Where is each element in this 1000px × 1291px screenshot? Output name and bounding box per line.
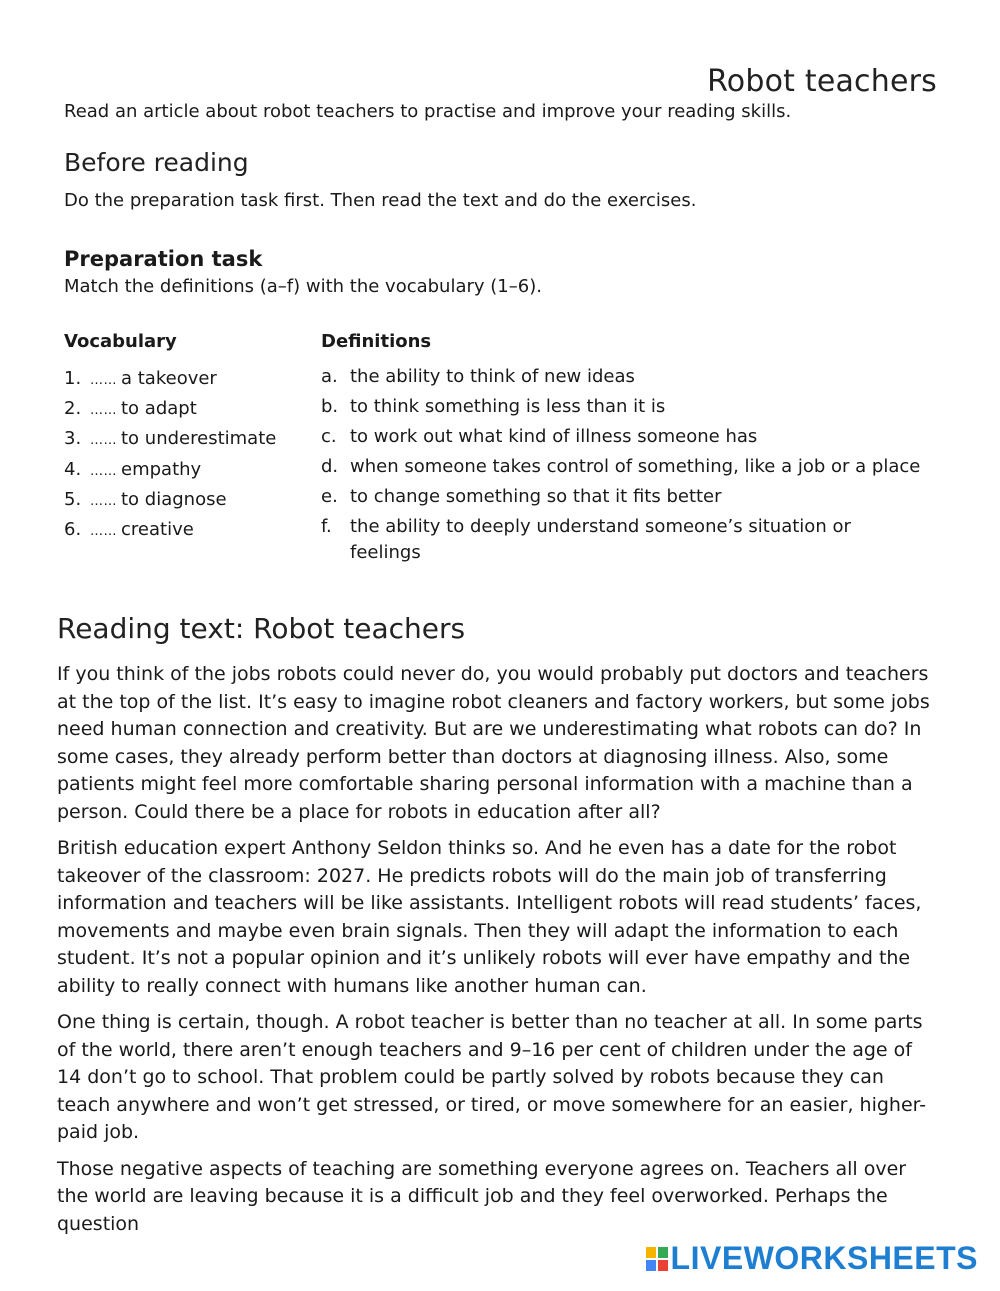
vocabulary-item: [64, 394, 314, 424]
vocabulary-list: [64, 364, 314, 545]
vocabulary-word: creative: [121, 518, 194, 540]
vocabulary-number: 4.: [64, 458, 82, 480]
intro-text: Read an article about robot teachers to practise and improve your reading skills.: [64, 101, 792, 122]
definition-item: [321, 454, 921, 480]
definitions-heading: Definitions: [321, 331, 432, 352]
definition-letter: d.: [321, 456, 339, 477]
definition-letter: b.: [321, 396, 339, 417]
definition-item: [321, 394, 921, 420]
reading-text-heading: Reading text: Robot teachers: [57, 612, 466, 645]
liveworksheets-logo: [646, 1240, 978, 1277]
preparation-task-heading: Preparation task: [64, 247, 263, 271]
definition-letter: e.: [321, 486, 338, 507]
logo-square: [646, 1260, 656, 1271]
definition-text: to change something so that it fits better: [350, 486, 722, 507]
logo-square: [658, 1247, 668, 1258]
article-paragraph: Those negative aspects of teaching are something everyone agrees on. Teachers all over the world are leaving because it is a difficult job and they feel overworked. Perhaps the question: [57, 1157, 907, 1235]
answer-blank[interactable]: ……: [90, 523, 117, 539]
vocabulary-item: [64, 485, 314, 515]
vocabulary-heading: Vocabulary: [64, 331, 177, 352]
definition-item: [321, 514, 921, 566]
definitions-list: [321, 364, 921, 566]
article-paragraph: One thing is certain, though. A robot teacher is better than no teacher at all. In some parts of the world, there aren’t enough teachers and 9–16 per cent of children under the age of 14 don’t go to school. That problem could be partly solved by robots because they can teach anywhere and won’t get stressed, or tired, or move somewhere for an easier, higher-paid job.: [57, 1011, 927, 1143]
vocabulary-word: a takeover: [121, 368, 217, 389]
vocabulary-number: 5.: [64, 488, 82, 510]
logo-text: LIVEWORKSHEETS: [670, 1240, 978, 1276]
vocabulary-number: 1.: [64, 368, 82, 389]
definition-item: [321, 364, 921, 390]
vocabulary-word: empathy: [121, 458, 202, 480]
answer-blank[interactable]: ……: [90, 373, 117, 388]
vocabulary-item: [64, 364, 314, 394]
vocabulary-item: [64, 424, 314, 454]
vocabulary-item: [64, 455, 314, 485]
article-paragraph: If you think of the jobs robots could never do, you would probably put doctors and teachers at the top of the list. It’s easy to imagine robot cleaners and factory workers, but some jobs need human connection and creativity. But are we underestimating what robots can do? In some cases, they already perform better than doctors at diagnosing illness. Also, some patients might feel more comfortable sharing personal information with a machine than a person. Could there be a place for robots in education after all?: [57, 663, 930, 823]
preparation-task-text: Match the definitions (a–f) with the vocabulary (1–6).: [64, 276, 542, 297]
vocabulary-number: 6.: [64, 518, 82, 540]
vocabulary-number: 3.: [64, 428, 82, 450]
page-title: Robot teachers: [707, 64, 937, 100]
definition-text: when someone takes control of something, like a job or a place: [350, 456, 921, 477]
answer-blank[interactable]: ……: [90, 403, 117, 419]
definition-text: the ability to think of new ideas: [350, 366, 635, 387]
definition-text: the ability to deeply understand someone’s situation or feelings: [350, 516, 851, 563]
vocabulary-number: 2.: [64, 398, 82, 420]
logo-square: [658, 1260, 668, 1271]
vocabulary-word: to diagnose: [121, 488, 227, 510]
answer-blank[interactable]: ……: [90, 493, 117, 509]
definition-letter: a.: [321, 366, 338, 387]
vocabulary-word: to underestimate: [121, 428, 277, 450]
definitions-column: [321, 330, 921, 570]
vocabulary-column: [64, 330, 314, 545]
definition-letter: c.: [321, 426, 337, 447]
definition-letter: f.: [321, 516, 332, 537]
answer-blank[interactable]: ……: [90, 463, 117, 479]
answer-blank[interactable]: ……: [90, 433, 117, 449]
article-paragraph: British education expert Anthony Seldon thinks so. And he even has a date for the robot takeover of the classroom: 2027. He predicts robots will do the main job of transferring information and teachers will be like assistants. Intelligent robots will read students’ faces, movements and maybe even brain signals. Then they will adapt the information to each student. It’s not a popular opinion and it’s unlikely robots will ever have empathy and the ability to really connect with humans like another human can.: [57, 837, 922, 997]
before-reading-heading: Before reading: [64, 148, 249, 177]
definition-text: to think something is less than it is: [350, 396, 666, 417]
definition-item: [321, 484, 921, 510]
logo-square: [646, 1247, 656, 1258]
before-reading-text: Do the preparation task first. Then read the text and do the exercises.: [64, 190, 697, 211]
definition-item: [321, 424, 921, 450]
vocabulary-word: to adapt: [121, 398, 197, 420]
logo-mark-icon: [646, 1247, 668, 1271]
vocabulary-item: [64, 515, 314, 545]
definition-text: to work out what kind of illness someone has: [350, 426, 758, 447]
reading-article: [57, 661, 932, 1247]
